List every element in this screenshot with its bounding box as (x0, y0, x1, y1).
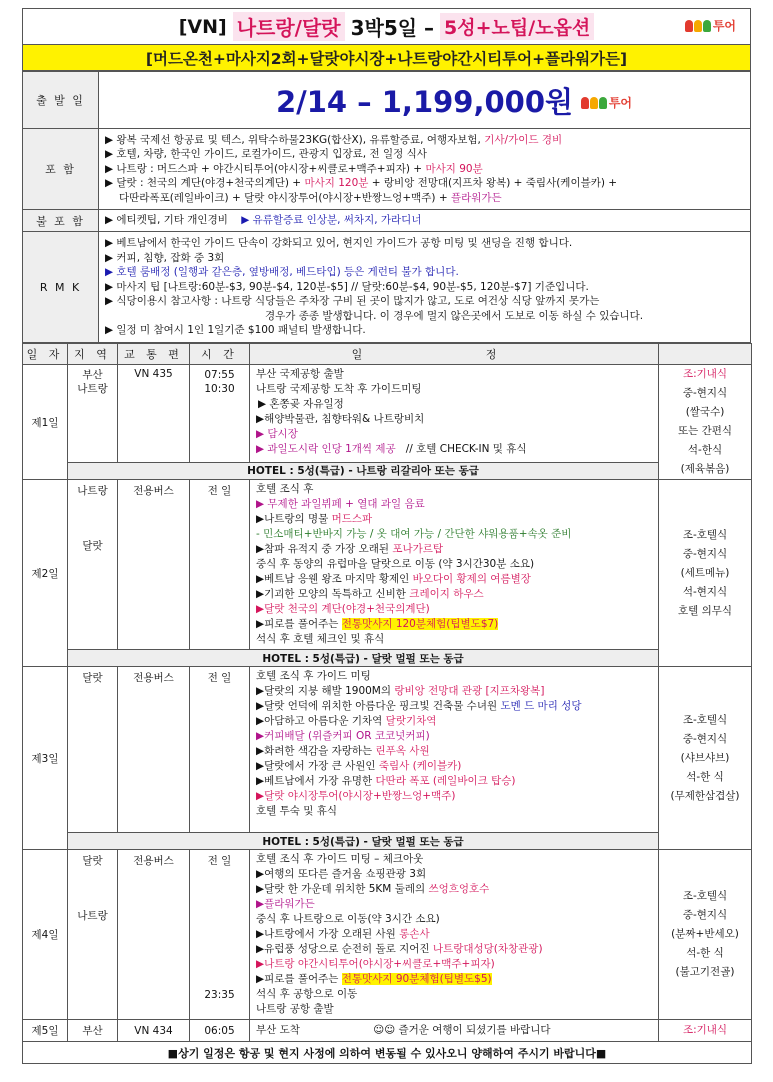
package-grade: 5성+노팁/노옵션 (440, 13, 594, 40)
logo-text: 투어 (712, 19, 736, 33)
destination-title: 나트랑/달랏 (233, 12, 345, 41)
rmk-line: ▶ 마사지 팁 [나트랑:60분-$3, 90분-$4, 120분-$5] // 달랏:60분-$4, 90분-$5, 120분-$7] 기준입니다. (105, 280, 589, 293)
logo-text: 투어 (608, 96, 632, 110)
exclude-list: ▶ 에티켓팁, 기타 개인경비 ▶ 유류할증료 인상분, 써차지, 가라디너 (99, 210, 751, 232)
day4-label: 제4일 (23, 850, 68, 1020)
include-label: 포 함 (23, 129, 99, 210)
day5-label: 제5일 (23, 1020, 68, 1042)
country-code: [VN] (178, 15, 227, 38)
title-bar (22, 8, 751, 45)
day5-itinerary: 부산 도착 ☺☺ 즐거운 여행이 되셨기를 바랍니다 (250, 1020, 659, 1042)
logo-mark-icon (581, 97, 607, 109)
day3-hotel: HOTEL : 5성(특급) - 달랏 멀펄 또는 동급 (68, 833, 659, 850)
rmk-list (99, 232, 751, 343)
header-transport: 교 통 편 (118, 344, 190, 365)
footer-note: ■상기 일정은 항공 및 현지 사정에 의하여 변동될 수 있사오니 양해하여 주시기 바랍니다■ (23, 1042, 752, 1064)
day4-time: 전 일 23:35 (190, 850, 250, 1020)
day1-label: 제1일 (23, 365, 68, 480)
header-date: 일 자 (23, 344, 68, 365)
rmk-line: 경우가 종종 발생합니다. 이 경우에 멀지 않은곳에서 도보로 이동 하실 수 있습니다. (265, 309, 644, 322)
include-line: ▶ 왕복 국제선 항공료 및 텍스, 위탁수하물23KG(합산X), 유류할증료, 여행자보험, 기사/가이드 경비 (105, 133, 563, 146)
day2-label: 제2일 (23, 480, 68, 667)
day5-meals: 조:기내식 (659, 1020, 752, 1042)
day3-itinerary: 호텔 조식 후 가이드 미팅 ▶달랏의 지붕 해발 1900M의 랑비앙 전망대 관광 [지프차왕복] ▶달랏 언덕에 위치한 아름다운 핑크빛 건축물 수녀원 도멘 드 마리 성당 ▶아담하고 아름다운 기차역 달랏기차역 ▶커피배달 (위즐커피 OR 코코넛커피) ▶화려한 색감을 자랑하는 린푸옥 사원 ▶달랏에서 가장 큰 사원인 죽림사 (케이블카) ▶베트남에서 가장 유명한 다딴라 폭포 (레일바이크 탑승) ▶달랏 야시장투어(야시장+반짱느엉+맥주) 호텔 투숙 및 휴식 (250, 667, 659, 833)
info-table (22, 71, 751, 343)
day4-itinerary: 호텔 조식 후 가이드 미팅 – 체크아웃 ▶여행의 또다른 즐거움 쇼핑관광 3회 ▶달랏 한 가운데 위치한 5KM 둘레의 쓰엉흐엉호수 ▶플라워가든 중식 후 나트랑으로 이동(약 3시간 소요) ▶나트랑에서 가장 오래된 사원 롱손사 ▶유럽풍 성당으로 순전히 돌로 지어진 나트랑대성당(차창관광) ▶나트랑 야간시티투어(야시장+씨클로+맥주+피자) ▶피로를 풀어주는 전통맛사지 90분체험(팁별도$5) 석식 후 공항으로 이동 나트랑 공항 출발 (250, 850, 659, 1020)
header-itinerary: 일 정 (250, 344, 659, 365)
schedule-table (22, 343, 752, 1064)
day1-transport: VN 435 (118, 365, 190, 463)
rmk-line: ▶ 식당이용시 참고사항 : 나트랑 식당들은 주차장 구비 된 곳이 많지가 않고, 도로 여건상 식당 앞까지 못가는 (105, 295, 600, 308)
day1-time: 07:55 10:30 (190, 365, 250, 463)
day3-time: 전 일 (190, 667, 250, 833)
day2-time: 전 일 (190, 480, 250, 650)
departure-cell (99, 72, 751, 129)
rmk-line: ▶ 일정 미 참여시 1인 1일기준 $100 패널티 발생합니다. (105, 324, 366, 337)
rmk-line: ▶ 베트남에서 한국인 가이드 단속이 강화되고 있어, 현지인 가이드가 공항 미팅 및 샌딩을 진행 합니다. (105, 236, 573, 249)
day4-meals: 조-호텔식 중-현지식 (분짜+반세오) 석-한 식 (불고기전골) (659, 850, 752, 1020)
day1-region: 부산 나트랑 (68, 365, 118, 463)
day1-itinerary: 부산 국제공항 출발 나트랑 국제공항 도착 후 가이드미팅 ▶ 혼쫑곶 자유일정 ▶해양박물관, 침향타워& 나트랑비치 ▶ 담시장 ▶ 과일도시락 인당 1개씩 제공 // 호텔 CHECK-IN 및 휴식 (250, 365, 659, 463)
rmk-line: ▶ 호텔 룸배정 (일행과 같은층, 옆방배정, 베드타입) 등은 게런티 불가 합니다. (105, 266, 459, 279)
day5-transport: VN 434 (118, 1020, 190, 1042)
day3-label: 제3일 (23, 667, 68, 850)
subtitle-banner: [머드온천+마사지2회+달랏야시장+나트랑야간시티투어+플라워가든] (22, 45, 751, 71)
itinerary-page (22, 8, 751, 1064)
brand-logo (685, 17, 736, 34)
day2-region: 나트랑 달랏 (68, 480, 118, 650)
day3-meals: 조-호텔식 중-현지식 (샤브샤브) 석-한 식 (무제한삼겹살) (659, 667, 752, 850)
day2-meals: 조-호텔식 중-현지식 (세트메뉴) 석-현지식 호텔 의무식 (659, 480, 752, 667)
include-line: ▶ 나트랑 : 머드스파 + 야간시티투어(야시장+씨클로+맥주+피자) + 마사지 90분 (105, 162, 483, 175)
day3-region: 달랏 (68, 667, 118, 833)
duration-title: 3박5일 – (350, 16, 435, 40)
header-time: 시 간 (190, 344, 250, 365)
day5-region: 부산 (68, 1020, 118, 1042)
header-region: 지 역 (68, 344, 118, 365)
day2-transport: 전용버스 (118, 480, 190, 650)
day5-time: 06:05 (190, 1020, 250, 1042)
day4-region: 달랏 나트랑 (68, 850, 118, 1020)
day1-meals: 조:기내식 중-현지식 (쌀국수) 또는 간편식 석-한식 (제육볶음) (659, 365, 752, 480)
include-line: 다딴라폭포(레일바이크) + 달랏 야시장투어(야시장+반짱느엉+맥주) + 플라워가든 (119, 191, 502, 204)
rmk-label: R M K (23, 232, 99, 343)
brand-logo-small (581, 94, 632, 111)
departure-value: 2/14 – 1,199,000원 (275, 84, 574, 119)
day3-transport: 전용버스 (118, 667, 190, 833)
rmk-line: ▶ 커피, 침향, 잡화 중 3회 (105, 251, 225, 264)
exclude-label: 불 포 함 (23, 210, 99, 232)
include-line: ▶ 달랏 : 천국의 계단(야경+천국의계단) + 마사지 120분 + 랑비앙 전망대(지프차 왕복) + 죽림사(케이블카) + (105, 177, 618, 190)
day4-transport: 전용버스 (118, 850, 190, 1020)
day2-hotel: HOTEL : 5성(특급) - 달랏 멀펄 또는 동급 (68, 650, 659, 667)
day2-itinerary: 호텔 조식 후 ▶ 무제한 과일뷔페 + 열대 과일 음료 ▶나트랑의 명물 머드스파 - 민소매티+반바지 가능 / 옷 대여 가능 / 간단한 샤워용품+속옷 준비 ▶참파 유적지 중 가장 오래된 포나가르탑 중식 후 동양의 유럽마을 달랏으로 이동 (약 3시간30분 소요) ▶베트남 응웬 왕조 마지막 황제인 바오다이 황제의 여름별장 ▶기괴한 모양의 독특하고 신비한 크레이지 하우스 ▶달랏 천국의 계단(야경+천국의계단) ▶피로를 풀어주는 전통맛사지 120분체험(팁별도$7) 석식 후 호텔 체크인 및 휴식 (250, 480, 659, 650)
day1-hotel: HOTEL : 5성(특급) - 나트랑 리갈리아 또는 동급 (68, 462, 659, 479)
departure-label: 출 발 일 (23, 72, 99, 129)
include-line: ▶ 호텔, 차량, 한국인 가이드, 로컬가이드, 관광지 입장료, 전 일정 식사 (105, 148, 427, 161)
header-meals (659, 344, 752, 365)
include-list (99, 129, 751, 210)
logo-mark-icon (685, 20, 711, 32)
